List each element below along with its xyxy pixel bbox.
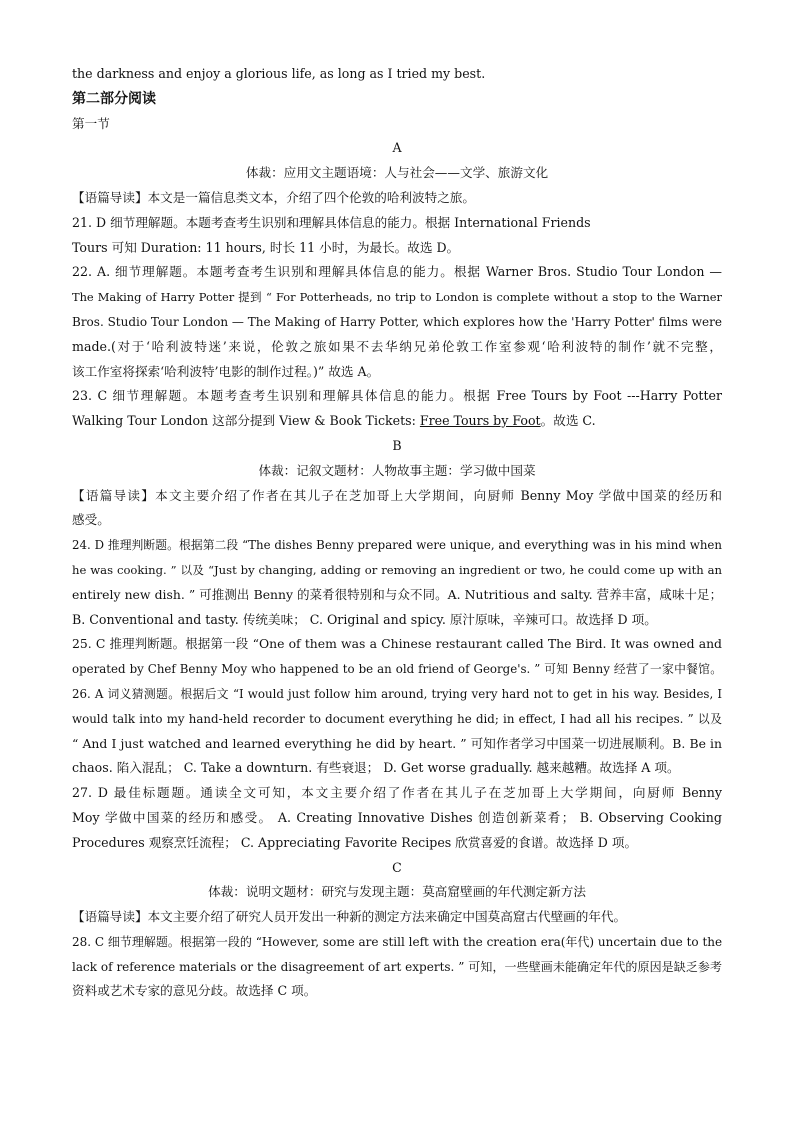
q28-line-3: 资料或艺术专家的意见分歧。故选择 C 项。	[72, 983, 317, 999]
q27-line-1: 27. D 最佳标题题。通读全文可知，本文主要介绍了作者在其儿子在芝加哥上大学期间，向厨师 Benny	[72, 785, 722, 801]
part-title: 第二部分阅读	[72, 90, 156, 107]
passage-a-genre: 体裁：应用文主题语境：人与社会——文学、旅游文化	[245, 165, 549, 181]
q21-line-1: 21. D 细节理解题。本题考查考生识别和理解具体信息的能力。根据 International Friends	[72, 214, 591, 230]
q28-line-1: 28. C 细节理解题。根据第一段的 “However, some are still left with the creation era(年代) uncertain due to the	[72, 934, 722, 949]
passage-c-guide: 【语篇导读】本文主要介绍了研究人员开发出一种新的测定方法来确定中国莫高窟古代壁画的年代。	[72, 909, 627, 925]
q23-line-1: 23. C 细节理解题。本题考查考生识别和理解具体信息的能力。根据 Free Tours by Foot ---Harry Potter	[72, 388, 722, 404]
passage-c-genre: 体裁：说明文题材：研究与发现主题：莫高窟壁画的年代测定新方法	[208, 884, 586, 900]
intro-line: the darkness and enjoy a glorious life, as long as I tried my best.	[72, 66, 486, 81]
q25-line-1: 25. C 推理判断题。根据第一段 “One of them was a Chinese restaurant called The Bird. It was owned and	[72, 636, 722, 652]
q22-line-2: The Making of Harry Potter 提到 “ For Potterheads, no trip to London is complete without a stop to the Warner	[72, 290, 722, 305]
q26-line-3: “ And I just watched and learned everything he did by heart. ” 可知作者学习中国菜一切进展顺利。B. Be in	[72, 735, 722, 751]
q22-line-4: made.(对于‘哈利波特迷’来说，伦敦之旅如果不去华纳兄弟伦敦工作室参观‘哈利波特的制作’就不完整，	[72, 338, 722, 354]
q25-line-2: operated by Chef Benny Moy who happened to be an old friend of George's. ” 可知 Benny 经营了一家中餐馆。	[72, 662, 722, 677]
q23-line-2b: 。故选 C.	[540, 413, 596, 429]
passage-c-letter: C	[392, 859, 402, 875]
free-tours-link[interactable]: Free Tours by Foot	[419, 413, 541, 429]
passage-b-letter: B	[392, 437, 402, 453]
q27-line-2: Moy 学做中国菜的经历和感受。 A. Creating Innovative Dishes 创造创新菜肴； B. Observing Cooking	[72, 809, 722, 825]
q22-line-5: 该工作室将探索‘哈利波特’电影的制作过程。)” 故选 A。	[72, 363, 380, 379]
q24-line-4: B. Conventional and tasty. 传统美味； C. Original and spicy. 原汁原味，辛辣可口。故选择 D 项。	[72, 611, 657, 627]
q22-line-1: 22. A. 细节理解题。本题考查考生识别和理解具体信息的能力。根据 Warner Bros. Studio Tour London —	[72, 264, 722, 280]
q24-line-2: he was cooking. ” 以及 “Just by changing, adding or removing an ingredient or two, he could come up with an	[72, 562, 722, 577]
passage-a-letter: A	[392, 140, 402, 156]
q24-line-1: 24. D 推理判断题。根据第二段 “The dishes Benny prepared were unique, and everything was in his mind when	[72, 538, 722, 553]
passage-b-genre: 体裁：记叙文题材：人物故事主题：学习做中国菜	[258, 462, 536, 478]
q23-line-2	[72, 409, 722, 434]
q26-line-2: would talk into my hand-held recorder to document everything he did; in effect, I had all his recipes. ” 以及	[72, 711, 722, 726]
q27-line-3: Procedures 观察烹饪流程； C. Appreciating Favorite Recipes 欣赏喜爱的食谱。故选择 D 项。	[72, 834, 638, 850]
q26-line-4: chaos. 陷入混乱； C. Take a downturn. 有些衰退； D. Get worse gradually. 越来越糟。故选择 A 项。	[72, 760, 680, 776]
section-title: 第一节	[72, 115, 110, 131]
q23-line-2a: Walking Tour London 这部分提到 View & Book Tickets:	[72, 413, 420, 429]
passage-b-guide-1: 【语篇导读】本文主要介绍了作者在其儿子在芝加哥上大学期间，向厨师 Benny Moy 学做中国菜的经历和	[72, 487, 722, 503]
answer-explanation-page	[72, 62, 722, 1004]
q22-line-3: Bros. Studio Tour London — The Making of Harry Potter, which explores how the 'Harry Potter' films were	[72, 314, 722, 329]
q21-line-2: Tours 可知 Duration: 11 hours, 时长 11 小时，为最长。故选 D。	[72, 239, 460, 255]
q28-line-2: lack of reference materials or the disagreement of art experts. ” 可知，一些壁画未能确定年代的原因是缺乏参考	[72, 959, 722, 974]
q26-line-1: 26. A 词义猜测题。根据后文 “I would just follow him around, trying very hard not to get in his way. Besides, I	[72, 686, 722, 701]
passage-b-guide-2: 感受。	[72, 512, 110, 528]
passage-a-guide: 【语篇导读】本文是一篇信息类文本，介绍了四个伦敦的哈利波特之旅。	[72, 189, 475, 205]
q24-line-3: entirely new dish. ” 可推测出 Benny 的菜肴很特别和与众不同。A. Nutritious and salty. 营养丰富，咸味十足；	[72, 586, 722, 602]
